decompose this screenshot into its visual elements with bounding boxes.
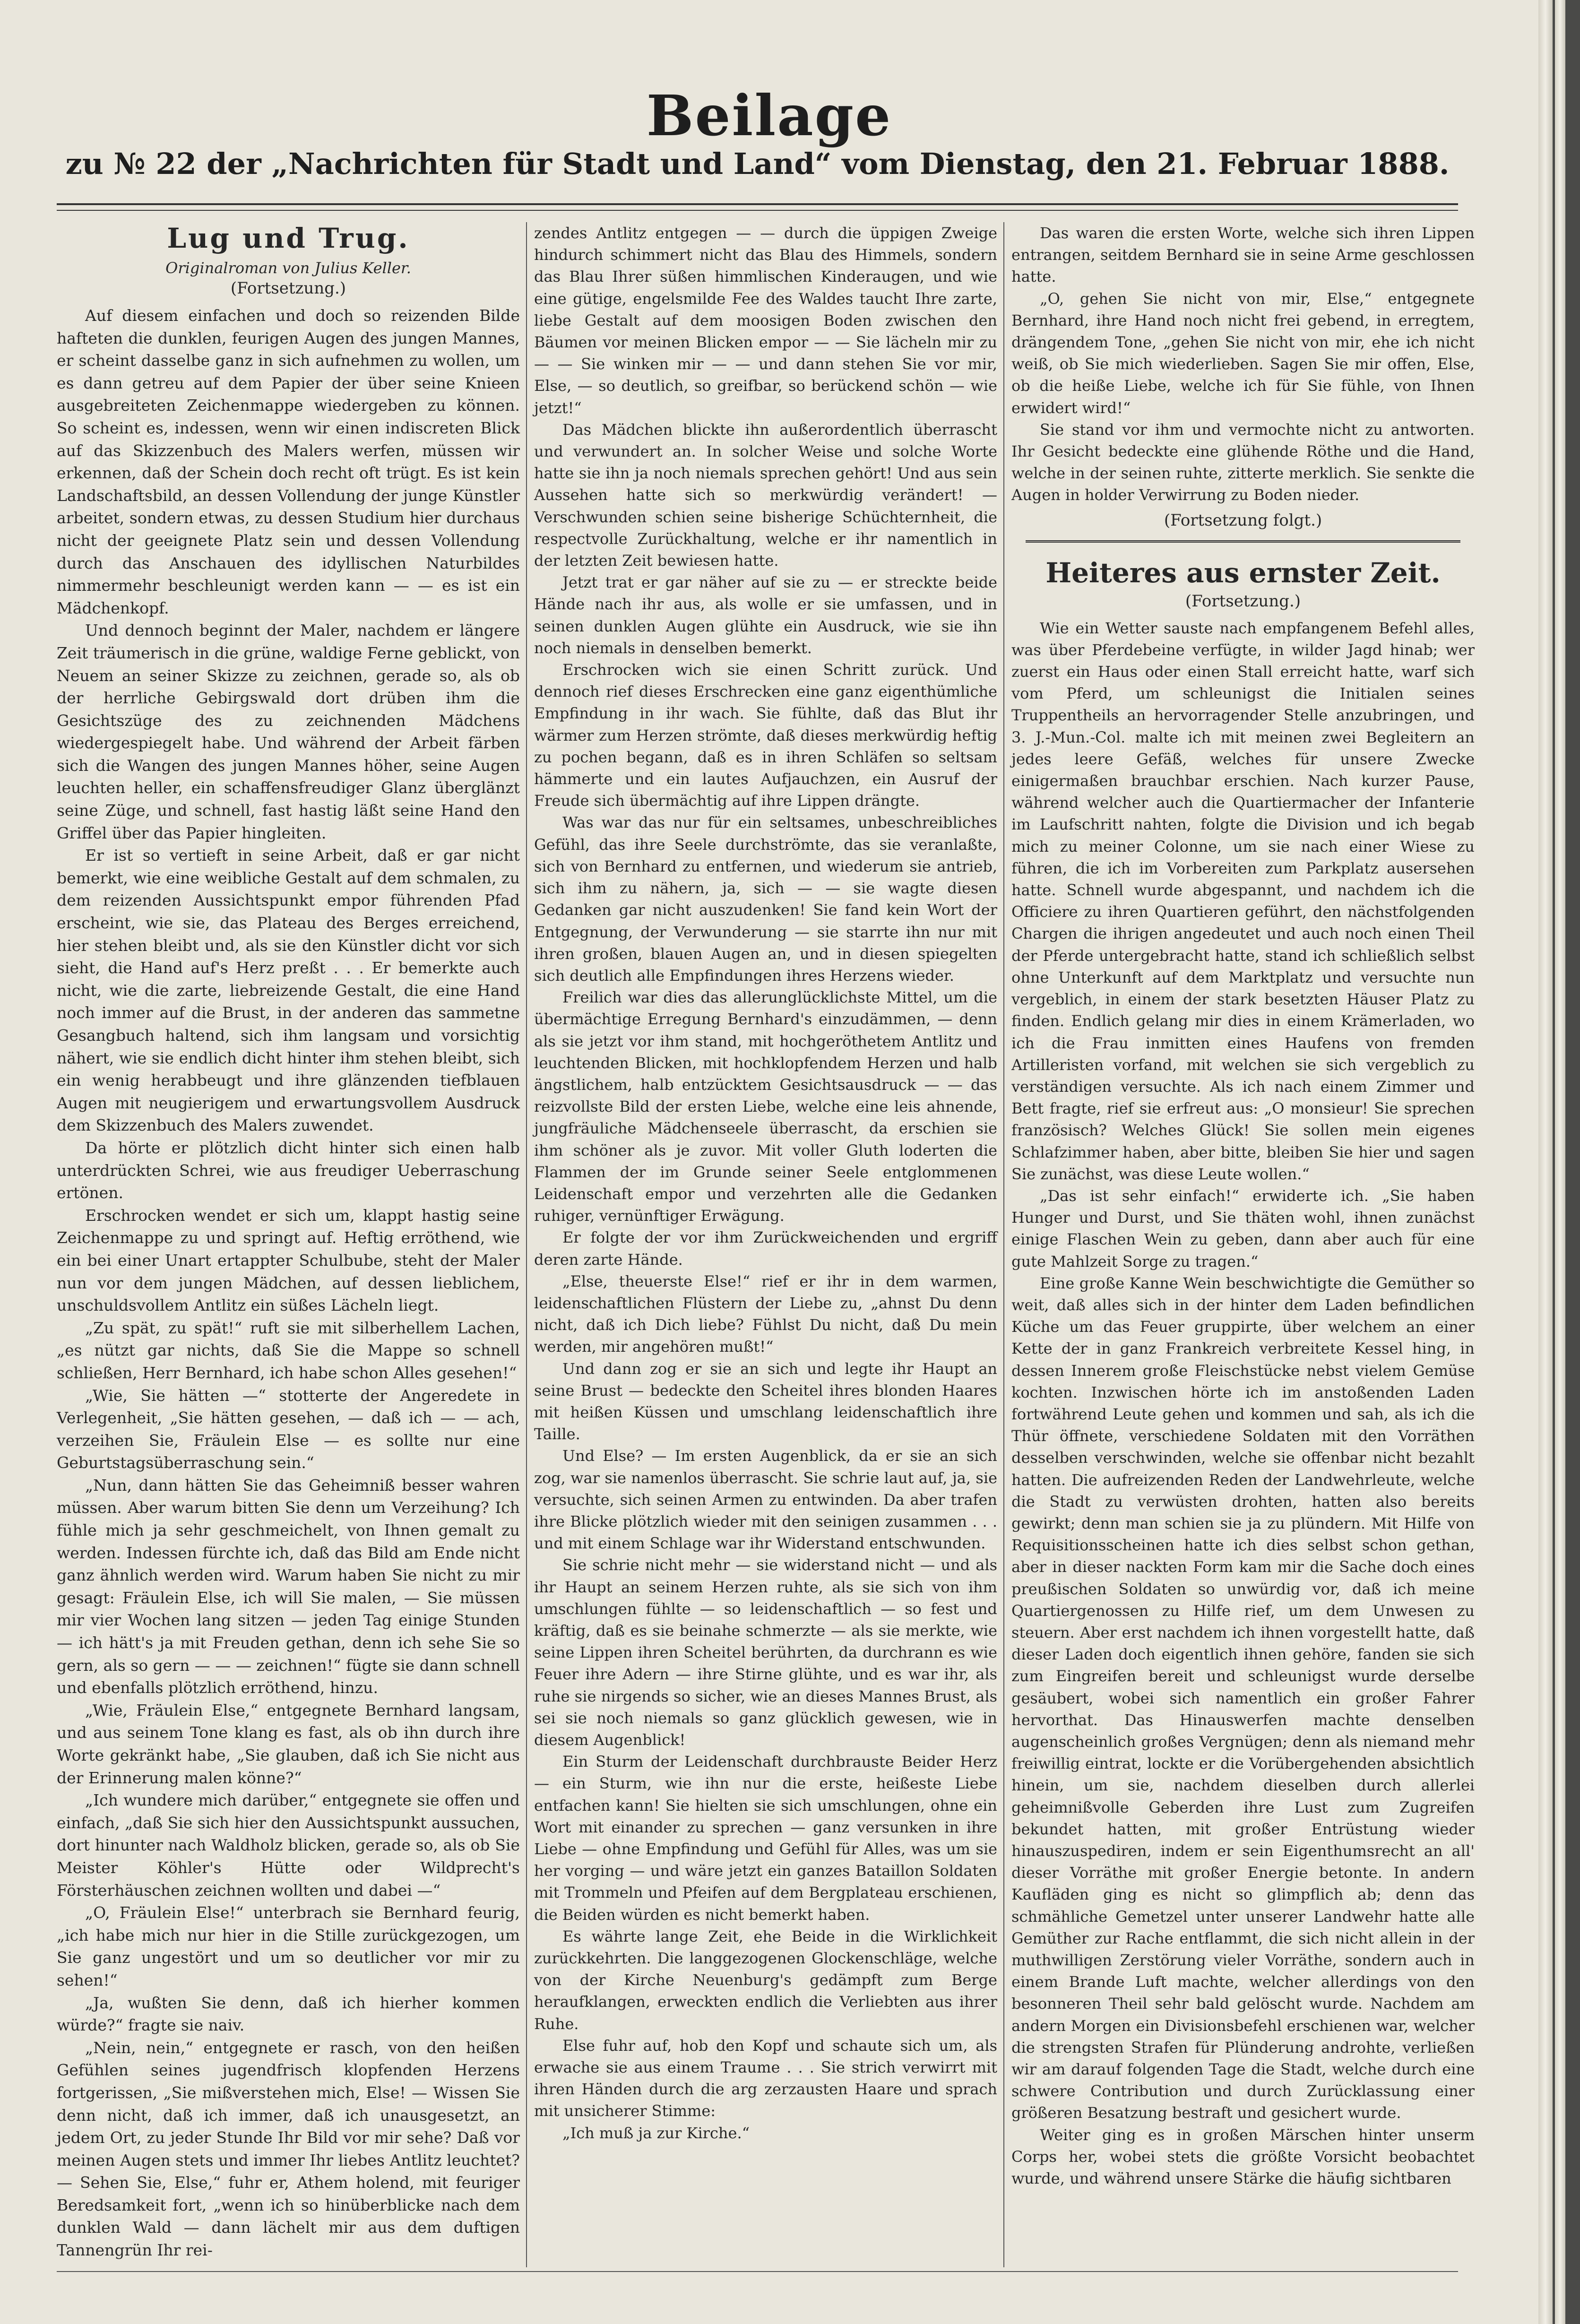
paragraph: Was war das nur für ein seltsames, unbeschreibliches Gefühl, das ihre Seele durchströmte, das sie veranlaßte, sich von Bernhard zu entfernen, und wiederum sie antrieb, sich ihm zu nähern, ja, sich — — sie wagte diesen Gedanken gar nicht auszudenken! Sie fand kein Wort der Entgegnung, der Verwunderung — sie starrte ihn nur mit ihren großen, blauen Augen an, und in diesen spiegelten sich deutlich alle Empfindungen ihres Herzens wieder. (534, 813, 997, 985)
paragraph: „Wie, Fräulein Else,“ entgegnete Bernhard langsam, und aus seinem Tone klang es fast, als ob ihn durch ihre Worte gekränkt habe, „Sie glauben, daß ich Sie nicht aus der Erinnerung malen könne?“ (57, 1701, 520, 1787)
paragraph: „Nein, nein,“ entgegnete er rasch, von den heißen Gefühlen seines jugendfrisch klopfenden Herzens fortgerissen, „Sie mißverstehen mich, Else! — Wissen Sie denn nicht, daß ich immer, daß ich unausgesetzt, an jedem Ort, zu jeder Stunde Ihr Bild vor mir sehe? Daß vor meinen Augen stets und immer Ihr liebes Antlitz leuchtet? — Sehen Sie, Else,“ fuhr er, Athem holend, mit feuriger Beredsamkeit fort, „wenn ich so hinüberblicke nach dem dunklen Wald — dann lächelt mir aus dem duftigen Tannengrün Ihr rei- (57, 2038, 520, 2260)
paragraph: Das waren die ersten Worte, welche sich ihren Lippen entrangen, seitdem Bernhard sie in seine Arme geschlossen hatte. (1011, 224, 1475, 286)
paragraph: Freilich war dies das allerunglücklichste Mittel, um die übermächtige Erregung Bernhard's einzudämmen, — denn als sie jetzt vor ihm stand, mit hochgeröthetem Antlitz und leuchtenden Blicken, mit hochklopfendem Herzen und halb ängstlichem, halb entzücktem Gesichtsausdruck — — das reizvollste Bild der ersten Liebe, welche eine leis ahnende, jungfräuliche Mädchenseele überrascht, da erschien sie ihm schöner als je zuvor. Mit voller Gluth loderten die Flammen der im Grunde seiner Seele entglommenen Leidenschaft empor und verzehrten alle die Gedanken ruhiger, vernünftiger Erwägung. (534, 988, 997, 1225)
column-divider (526, 222, 527, 2267)
column-2 (534, 222, 997, 2144)
header-rule (57, 203, 1458, 211)
supplement-title: Beilage (646, 83, 892, 148)
page-edge (1555, 0, 1565, 2324)
paragraph: „O, gehen Sie nicht von mir, Else,“ entgegnete Bernhard, ihre Hand noch nicht frei gebend, in erregtem, drängendem Tone, „gehen Sie nicht von mir, ehe ich nicht weiß, ob Sie mich wiederlieben. Sagen Sie mir offen, Else, ob die heiße Liebe, welche ich für Sie fühle, von Ihnen erwidert wird!“ (1011, 289, 1475, 417)
column-3 (1011, 222, 1475, 2189)
paragraph: „O, Fräulein Else!“ unterbrach sie Bernhard feurig, „ich habe mich nur hier in die Stille zurückgezogen, um Sie ganz ungestört und um so deutlicher vor mir zu sehen!“ (57, 1903, 520, 1989)
paragraph: Weiter ging es in großen Märschen hinter unserm Corps her, wobei stets die größte Vorsicht beobachtet wurde, und während unsere Stärke die häufig sichtbaren (1011, 2125, 1475, 2188)
paragraph: „Das ist sehr einfach!“ erwiderte ich. „Sie haben Hunger und Durst, und Sie thäten wohl, ihnen zunächst einige Flaschen Wein zu geben, dann aber auch für eine gute Mahlzeit Sorge zu tragen.“ (1011, 1186, 1475, 1270)
paragraph: Und dennoch beginnt der Maler, nachdem er längere Zeit träumerisch in die grüne, waldige Ferne geblickt, von Neuem an seiner Skizze zu zeichnen, gerade so, als ob der herrliche Gebirgswald dort drüben ihm die Gesichtszüge des zu zeichnenden Mädchens wiedergespiegelt habe. Und während der Arbeit färben sich die Wangen des jungen Mannes höher, seine Augen leuchten heller, ein schaffensfreudiger Glanz überglänzt seine Züge, und schnell, fast hastig läßt seine Hand den Griffel über das Papier hingleiten. (57, 621, 520, 842)
continuation-note: (Fortsetzung.) (1185, 591, 1301, 611)
continuation-note: (Fortsetzung.) (230, 279, 346, 298)
paragraph: Sie schrie nicht mehr — sie widerstand nicht — und als ihr Haupt an seinem Herzen ruhte, als sie sich von ihm umschlungen fühlte — so leidenschaftlich — so fest und kräftig, daß es sie beinahe schmerzte — als sie merkte, wie seine Lippen ihren Scheitel berührten, da durchrann es wie Feuer ihre Adern — ihre Stirne glühte, und es war ihr, als ruhe sie nirgends so sicher, wie an dieses Mannes Brust, als sei sie noch niemals so ganz glücklich gewesen, wie in diesem Augenblick! (534, 1556, 997, 1749)
paragraph: Sie stand vor ihm und vermochte nicht zu antworten. Ihr Gesicht bedeckte eine glühende Röthe und die Hand, welche in der seinen ruhte, zitterte merklich. Sie senkte die Augen in holder Verwirrung zu Boden nieder. (1011, 420, 1475, 504)
paragraph: „Wie, Sie hätten —“ stotterte der Angeredete in Verlegenheit, „Sie hätten gesehen, — daß ich — — ach, verzeihen Sie, Fräulein Else — es sollte nur eine Geburtstagsüberraschung sein.“ (57, 1386, 520, 1472)
paragraph: zendes Antlitz entgegen — — durch die üppigen Zweige hindurch schimmert nicht das Blau des Himmels, sondern das Blau Ihrer süßen himmlischen Kinderaugen, und wie eine gütige, engelsmilde Fee des Waldes taucht Ihre zarte, liebe Gestalt auf dem moosigen Boden zwischen den Bäumen vor meinen Blicken empor — — Sie lächeln mir zu — — Sie winken mir — — und dann stehen Sie vor mir, Else, — so deutlich, so greifbar, so berückend schön — wie jetzt!“ (534, 224, 997, 417)
column-divider (1003, 222, 1004, 2267)
paragraph: Es währte lange Zeit, ehe Beide in die Wirklichkeit zurückkehrten. Die langgezogenen Glockenschläge, welche von der Kirche Neuenburg's gedämpft zum Berge heraufklangen, erweckten endlich die Verliebten aus ihrer Ruhe. (534, 1927, 997, 2033)
paragraph: „Else, theuerste Else!“ rief er ihr in dem warmen, leidenschaftlichen Flüstern der Liebe zu, „ahnst Du denn nicht, daß ich Dich liebe? Fühlst Du nicht, daß Du mein werden, mir angehören mußt!“ (534, 1272, 997, 1356)
paragraph: „Ja, wußten Sie denn, daß ich hierher kommen würde?“ fragte sie naiv. (57, 1993, 520, 2035)
footer-rule (57, 2271, 1458, 2272)
paragraph: Ein Sturm der Leidenschaft durchbrauste Beider Herz — ein Sturm, wie ihn nur die erste, heißeste Liebe entfachen kann! Sie hielten sie sich umschlungen, ohne ein Wort mit einander zu sprechen — ganz versunken in ihre Liebe — ohne Empfindung und Gefühl für Alles, was um sie her vorging — und wäre jetzt ein ganzes Bataillon Soldaten mit Trommeln und Pfeifen auf dem Bergplateau erschienen, die Beiden würden es nicht bemerkt haben. (534, 1753, 997, 1924)
paragraph: „Ich muß ja zur Kirche.“ (562, 2124, 750, 2142)
section-title: Heiteres aus ernster Zeit. (1045, 556, 1441, 589)
paragraph: „Zu spät, zu spät!“ ruft sie mit silberhellem Lachen, „es nützt gar nichts, daß Sie die Mappe so schnell schließen, Herr Bernhard, ich habe schon Alles gesehen!“ (57, 1318, 520, 1382)
paragraph: Da hörte er plötzlich dicht hinter sich einen halb unterdrückten Schrei, wie aus freudiger Ueberraschung ertönen. (57, 1138, 520, 1202)
story-title: Lug und Trug. (167, 222, 410, 254)
story-author: Originalroman von Julius Keller. (165, 259, 411, 277)
paragraph: „Ich wundere mich darüber,“ entgegnete sie offen und einfach, „daß Sie sich hier den Aussichtspunkt aussuchen, dort hinunter nach Waldholz blicken, gerade so, als ob Sie Meister Köhler's Hütte oder Wildprecht's Försterhäuschen zeichnen wollten und dabei —“ (57, 1791, 520, 1900)
paragraph: Und Else? — Im ersten Augenblick, da er sie an sich zog, war sie namenlos überrascht. Sie schrie laut auf, ja, sie versuchte, sich seinen Armen zu entwinden. Da aber trafen ihre Blicke plötzlich wieder mit den seinigen zusammen . . . und mit einem Schlage war ihr Widerstand entschwunden. (534, 1447, 997, 1553)
paragraph: Else fuhr auf, hob den Kopf und schaute sich um, als erwache sie aus einem Traume . . . Sie strich verwirrt mit ihren Händen durch die arg zerzausten Haare und sprach mit unsicherer Stimme: (534, 2036, 997, 2120)
paragraph: Und dann zog er sie an sich und legte ihr Haupt an seine Brust — bedeckte den Scheitel ihres blonden Haares mit heißen Küssen und umschlang leidenschaftlich ihre Taille. (534, 1359, 997, 1443)
paragraph: Das Mädchen blickte ihn außerordentlich überrascht und verwundert an. In solcher Weise und solche Worte hatte sie ihn ja noch niemals sprechen gehört! Und aus sein Aussehen hatte sich so merkwürdig verändert! — Verschwunden schien seine bisherige Schüchternheit, die respectvolle Zurückhaltung, welche er ihr namentlich in der letzten Zeit bewiesen hatte. (534, 420, 997, 570)
paragraph: Erschrocken wich sie einen Schritt zurück. Und dennoch rief dieses Erschrecken eine ganz eigenthümliche Empfindung in ihr wach. Sie fühlte, daß das Blut ihr wärmer zum Herzen strömte, daß dieses merkwürdig heftig zu pochen begann, daß es in ihren Schläfen so seltsam hämmerte und ein lautes Aufjauchzen, ein Ausruf der Freude sich übermächtig auf ihre Lippen drängte. (534, 661, 997, 810)
section-separator (1026, 540, 1460, 543)
paragraph: Jetzt trat er gar näher auf sie zu — er streckte beide Hände nach ihr aus, als wolle er sie umfassen, und in seinen dunklen Augen glühte ein Ausdruck, wie sie ihn noch niemals in denselben bemerkt. (534, 573, 997, 657)
paragraph: „Nun, dann hätten Sie das Geheimniß besser wahren müssen. Aber warum bitten Sie denn um Verzeihung? Ich fühle mich ja sehr geschmeichelt, von Ihnen gemalt zu werden. Indessen fürchte ich, daß das Bild am Ende nicht ganz ähnlich werden wird. Warum haben Sie nicht zu mir gesagt: Fräulein Else, ich will Sie malen, — Sie müssen mir vier Wochen lang sitzen — jeden Tag einige Stunden — ich hätt's ja mit Freuden gethan, denn ich sehe Sie so gern, als so gern — — — zeichnen!“ fügte sie dann schnell und ebenfalls plötzlich erröthend, hinzu. (57, 1476, 520, 1697)
paragraph: Er folgte der vor ihm Zurückweichenden und ergriff deren zarte Hände. (534, 1228, 997, 1269)
page-edge (1538, 0, 1553, 2324)
paragraph: Eine große Kanne Wein beschwichtigte die Gemüther so weit, daß alles sich in der hinter dem Laden befindlichen Küche um das Feuer gruppirte, über welchem an einer Kette der in ganz Frankreich verbreitete Kessel hing, in dessen Innerem große Fleischstücke nebst vielem Gemüse kochten. Inzwischen hörte ich im anstoßenden Laden fortwährend Leute gehen und kommen und sah, als ich die Thür öffnete, verschiedene Soldaten mit den Vorräthen desselben verschwinden, welche sie offenbar nicht bezahlt hatten. Die aufreizenden Reden der Landwehrleute, welche die Stadt zu verwüsten drohten, hatten also bereits gewirkt; denn man schien sie ja zu plündern. Mit Hilfe von Requisitionsscheinen hatte ich dies selbst schon gethan, aber in dieser nackten Form kam mir die Sache doch eines preußischen Soldaten so unwürdig vor, daß ich meine Quartiergenossen zu Hilfe rief, um dem Unwesen zu steuern. Aber erst nachdem ich ihnen vorgestellt hatte, daß dieser Laden doch eigentlich ihnen gehöre, fanden sie sich zum Eingreifen bereit und schleunigst wurde derselbe gesäubert, wobei sich namentlich ein großer Fahrer hervorthat. Das Hinauswerfen machte denselben augenscheinlich großes Vergnügen; denn als niemand mehr freiwillig eintrat, lockte er die Vorübergehenden absichtlich hinein, um sie, nachdem dieselben durch allerlei geheimnißvolle Geberden ihre Lust zum Zugreifen bekundet hatten, mit großer Entrüstung wieder hinauszuspediren, indem er sein Eigenthumsrecht an all' dieser Vorräthe mit großer Energie betonte. In andern Kaufläden ging es nicht so glimpflich ab; denn das schmähliche Gemetzel unter unserer Landwehr hatte alle Gemüther zur Rache entflammt, die sich nicht allein in der muthwilligen Zerstörung vieler Vorräthe, sondern auch in einem Brande Luft machte, welcher allerdings von den besonneren Theil sehr bald gelöscht wurde. Nachdem am andern Morgen ein Divisionsbefehl erschienen war, welcher die strengsten Strafen für Plünderung androhte, verließen wir am darauf folgenden Tage die Stadt, welche durch eine schwere Contribution und durch Zurücklassung einer größeren Besatzung bestraft und gesichert wurde. (1011, 1274, 1475, 2122)
column-1 (57, 222, 520, 2262)
paragraph: Erschrocken wendet er sich um, klappt hastig seine Zeichenmappe zu und springt auf. Heftig erröthend, wie ein bei einer Unart ertappter Schulbube, steht der Maler nun vor dem jungen Mädchen, auf dessen lieblichem, unschuldsvollem Antlitz ein süßes Lächeln liegt. (57, 1206, 520, 1315)
paragraph: Wie ein Wetter sauste nach empfangenem Befehl alles, was über Pferdebeine verfügte, in wilder Jagd hinab; wer zuerst ein Haus oder einen Stall erreicht hatte, warf sich vom Pferd, um schleunigst die Initialen seines Truppentheils an hervorragender Stelle anzubringen, und 3. J.-Mun.-Col. malte ich mit meinen zwei Begleitern an jedes leere Gefäß, welches für unsere Zwecke einigermaßen brauchbar erschien. Nach kurzer Pause, während welcher auch die Quartiermacher der Infanterie im Laufschritt nahten, folgte die Division und ich begab mich zu meiner Colonne, um sie nach einer Wiese zu führen, die ich im Vorbereiten zum Parkplatz ausersehen hatte. Schnell wurde abgespannt, und nachdem ich die Officiere zu ihren Quartieren geführt, den nächstfolgenden Chargen die ihrigen angedeutet und auch noch einen Theil der Pferde untergebracht hatte, stand ich schließlich selbst ohne Unterkunft auf dem Marktplatz und versuchte nun vergeblich, in einem der stark besetzten Häuser Platz zu finden. Endlich gelang mir dies in einem Krämerladen, wo ich die Frau inmitten eines Haufens von fremden Artilleristen vorfand, mit welchen sie sich vergeblich zu verständigen versuchte. Als ich nach einem Zimmer und Bett fragte, rief sie erfreut aus: „O monsieur! Sie sprechen französisch? Welches Glück! Sie sollen mein eigenes Schlafzimmer haben, aber bitte, bleiben Sie hier und sagen Sie zunächst, was diese Leute wollen.“ (1011, 619, 1475, 1183)
paragraph: Auf diesem einfachen und doch so reizenden Bilde hafteten die dunklen, feurigen Augen des jungen Mannes, er scheint dasselbe ganz in sich aufnehmen zu wollen, um es dann getreu auf dem Papier der über seine Knieen ausgebreiteten Zeichenmappe wiedergeben zu können. So scheint es, indessen, wenn wir einen indiscreten Blick auf das Skizzenbuch des Malers werfen, müssen wir erkennen, daß der Schein doch recht oft trügt. Es ist kein Landschaftsbild, an dessen Vollendung der junge Künstler arbeitet, sondern etwas, zu dessen Studium hier durchaus nicht der geeignete Platz sein und dessen Vollendung durch das Anschauen des idyllischen Naturbildes nimmermehr beschleunigt werden kann — — es ist ein Mädchenkopf. (57, 306, 520, 617)
supplement-subtitle: zu № 22 der „Nachrichten für Stadt und Land“ vom Dienstag, den 21. Februar 1888. (65, 147, 1450, 181)
paragraph: Er ist so vertieft in seine Arbeit, daß er gar nicht bemerkt, wie eine weibliche Gestalt auf dem schmalen, zu dem reizenden Aussichtspunkt empor führenden Pfad erscheint, wie sie, das Plateau des Berges erreichend, hier stehen bleibt und, als sie den Künstler dicht vor sich sieht, die Hand auf's Herz preßt . . . Er bemerkte auch nicht, wie die zarte, liebreizende Gestalt, die eine Hand noch immer auf die Brust, in der anderen das sammetne Gesangbuch haltend, sich ihm langsam und vorsichtig nähert, wie sie endlich dicht hinter ihm stehen bleibt, sich ein wenig herabbeugt und ihre glänzenden tiefblauen Augen mit neugierigem und erwartungsvollem Ausdruck dem Skizzenbuch des Malers zuwendet. (57, 846, 520, 1135)
to-be-continued-note: (Fortsetzung folgt.) (1164, 510, 1322, 530)
